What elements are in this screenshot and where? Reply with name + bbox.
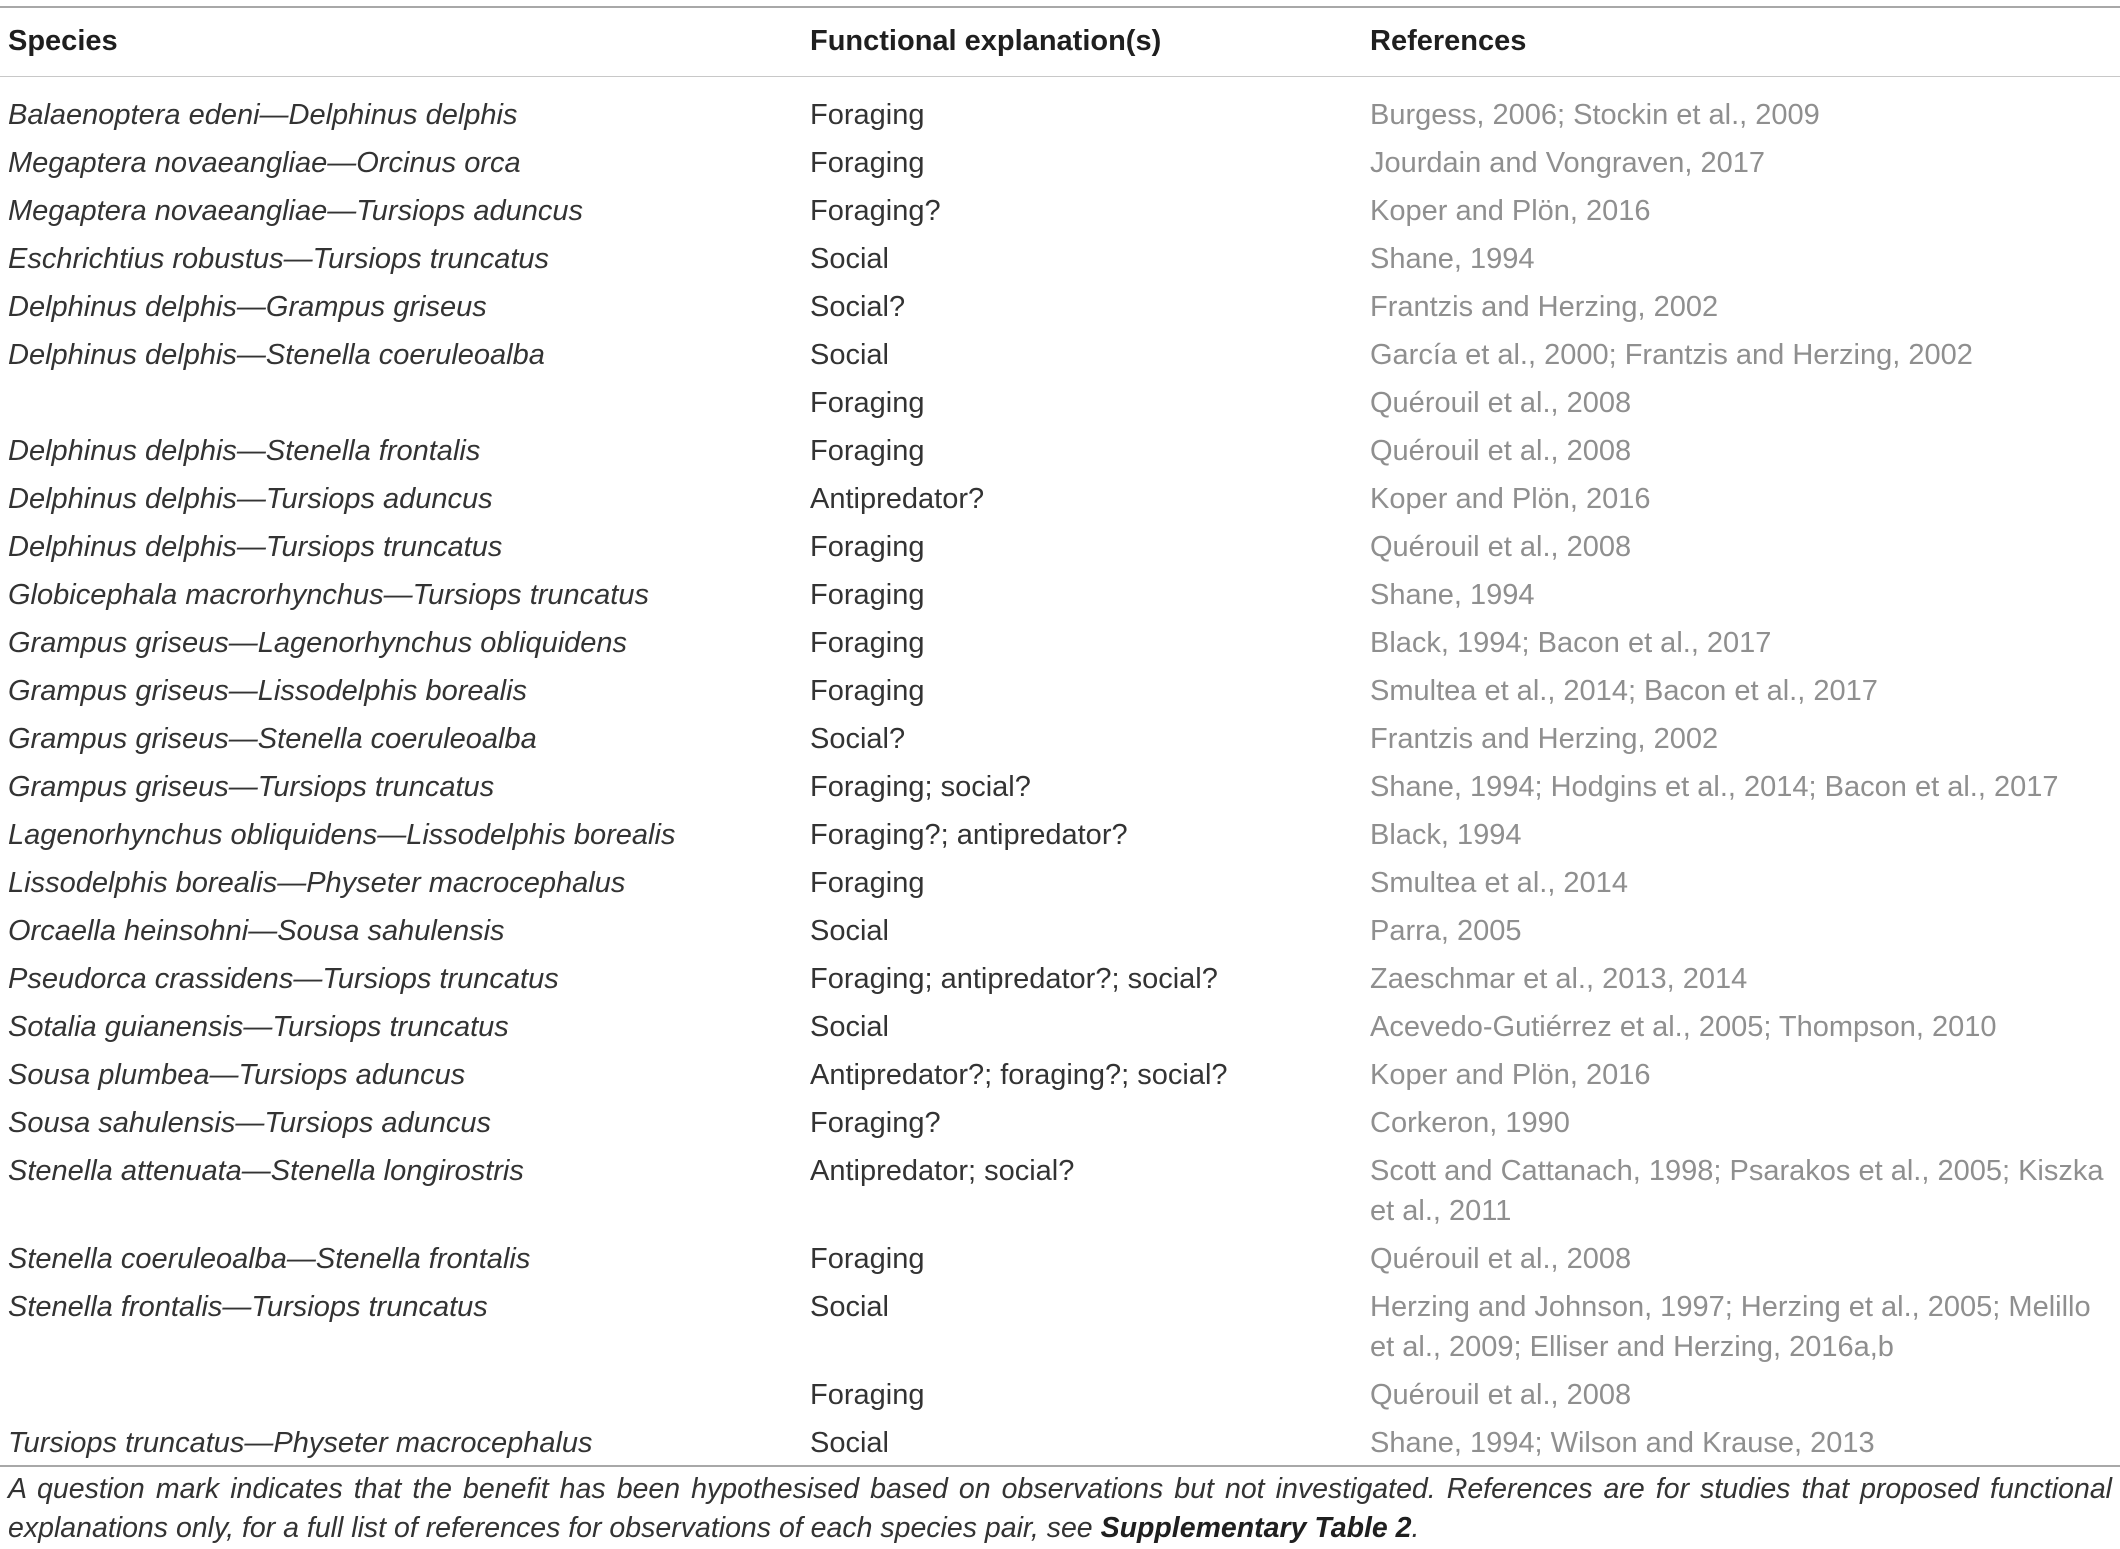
- references-cell: Smultea et al., 2014; Bacon et al., 2017: [1370, 675, 1878, 707]
- function-cell: Antipredator; social?: [810, 1155, 1075, 1187]
- species-cell: Orcaella heinsohni—Sousa sahulensis: [8, 915, 505, 947]
- species-cell: Sousa sahulensis—Tursiops aduncus: [8, 1107, 492, 1139]
- references-cell: Jourdain and Vongraven, 2017: [1370, 147, 1766, 179]
- references-cell: Scott and Cattanach, 1998; Psarakos et al., 2005; Kiszka et al., 2011: [1370, 1155, 2104, 1227]
- header-rule: [0, 76, 2120, 77]
- function-cell: Social: [810, 339, 889, 371]
- function-cell: Foraging: [810, 627, 925, 659]
- function-cell: Foraging; antipredator?; social?: [810, 963, 1218, 995]
- table-footnote: [8, 1470, 2112, 1548]
- species-cell: Delphinus delphis—Stenella coeruleoalba: [8, 339, 545, 371]
- species-cell: Globicephala macrorhynchus—Tursiops truncatus: [8, 579, 649, 611]
- references-cell: Frantzis and Herzing, 2002: [1370, 291, 1719, 323]
- function-cell: Foraging: [810, 147, 925, 179]
- function-cell: Antipredator?; foraging?; social?: [810, 1059, 1228, 1091]
- references-cell: Corkeron, 1990: [1370, 1107, 1570, 1139]
- references-cell: Smultea et al., 2014: [1370, 867, 1628, 899]
- references-cell: Quérouil et al., 2008: [1370, 387, 1632, 419]
- header-species: Species: [8, 25, 118, 57]
- references-cell: Shane, 1994; Hodgins et al., 2014; Bacon et al., 2017: [1370, 771, 2059, 803]
- function-cell: Foraging: [810, 579, 925, 611]
- references-cell: Quérouil et al., 2008: [1370, 435, 1632, 467]
- function-cell: Social: [810, 1427, 889, 1459]
- species-cell: Megaptera novaeangliae—Tursiops aduncus: [8, 195, 583, 227]
- function-cell: Foraging?; antipredator?: [810, 819, 1128, 851]
- function-cell: Social: [810, 243, 889, 275]
- species-cell: Balaenoptera edeni—Delphinus delphis: [8, 99, 518, 131]
- references-cell: Frantzis and Herzing, 2002: [1370, 723, 1719, 755]
- function-cell: Social: [810, 915, 889, 947]
- references-cell: Koper and Plön, 2016: [1370, 1059, 1651, 1091]
- species-cell: Sousa plumbea—Tursiops aduncus: [8, 1059, 466, 1091]
- references-cell: Koper and Plön, 2016: [1370, 483, 1651, 515]
- function-cell: Foraging: [810, 867, 925, 899]
- species-cell: Stenella frontalis—Tursiops truncatus: [8, 1291, 488, 1323]
- references-cell: Acevedo-Gutiérrez et al., 2005; Thompson, 2010: [1370, 1011, 1997, 1043]
- species-cell: Grampus griseus—Stenella coeruleoalba: [8, 723, 537, 755]
- references-cell: Black, 1994; Bacon et al., 2017: [1370, 627, 1772, 659]
- header-references: References: [1370, 25, 1527, 57]
- references-cell: Parra, 2005: [1370, 915, 1522, 947]
- function-cell: Foraging: [810, 531, 925, 563]
- species-cell: Grampus griseus—Tursiops truncatus: [8, 771, 495, 803]
- species-cell: Megaptera novaeangliae—Orcinus orca: [8, 147, 521, 179]
- function-cell: Foraging: [810, 675, 925, 707]
- references-cell: García et al., 2000; Frantzis and Herzing, 2002: [1370, 339, 1973, 371]
- footnote-end: .: [1411, 1512, 1420, 1544]
- function-cell: Foraging: [810, 387, 925, 419]
- species-cell: Lagenorhynchus obliquidens—Lissodelphis borealis: [8, 819, 676, 851]
- function-cell: Foraging: [810, 1379, 925, 1411]
- references-cell: Koper and Plön, 2016: [1370, 195, 1651, 227]
- species-cell: Delphinus delphis—Grampus griseus: [8, 291, 487, 323]
- species-cell: Pseudorca crassidens—Tursiops truncatus: [8, 963, 559, 995]
- references-cell: Black, 1994: [1370, 819, 1522, 851]
- species-cell: Stenella coeruleoalba—Stenella frontalis: [8, 1243, 531, 1275]
- top-rule: [0, 6, 2120, 8]
- species-cell: Delphinus delphis—Tursiops truncatus: [8, 531, 503, 563]
- function-cell: Foraging: [810, 1243, 925, 1275]
- references-cell: Quérouil et al., 2008: [1370, 1243, 1632, 1275]
- species-cell: Eschrichtius robustus—Tursiops truncatus: [8, 243, 550, 275]
- footnote-text: A question mark indicates that the benefit has been hypothesised based on observations but not investigated. References are for studies that proposed functional explanations only, for a full list of references for observations of each species pair, see: [8, 1473, 2112, 1544]
- references-cell: Quérouil et al., 2008: [1370, 1379, 1632, 1411]
- supplementary-table-link[interactable]: Supplementary Table 2: [1100, 1512, 1412, 1544]
- function-cell: Antipredator?: [810, 483, 985, 515]
- function-cell: Social: [810, 1291, 889, 1323]
- function-cell: Foraging?: [810, 195, 941, 227]
- function-cell: Social: [810, 1011, 889, 1043]
- function-cell: Social?: [810, 723, 906, 755]
- function-cell: Foraging; social?: [810, 771, 1031, 803]
- function-cell: Foraging?: [810, 1107, 941, 1139]
- header-function: Functional explanation(s): [810, 25, 1162, 57]
- species-cell: Lissodelphis borealis—Physeter macrocephalus: [8, 867, 626, 899]
- species-cell: Sotalia guianensis—Tursiops truncatus: [8, 1011, 509, 1043]
- references-cell: Zaeschmar et al., 2013, 2014: [1370, 963, 1748, 995]
- species-cell: Delphinus delphis—Stenella frontalis: [8, 435, 481, 467]
- references-cell: Shane, 1994: [1370, 243, 1535, 275]
- species-cell: Delphinus delphis—Tursiops aduncus: [8, 483, 493, 515]
- references-cell: Burgess, 2006; Stockin et al., 2009: [1370, 99, 1820, 131]
- function-cell: Social?: [810, 291, 906, 323]
- species-cell: Stenella attenuata—Stenella longirostris: [8, 1155, 524, 1187]
- species-cell: Grampus griseus—Lissodelphis borealis: [8, 675, 528, 707]
- references-cell: Herzing and Johnson, 1997; Herzing et al., 2005; Melillo et al., 2009; Elliser and Herzing, 2016a,b: [1370, 1291, 2091, 1363]
- references-cell: Quérouil et al., 2008: [1370, 531, 1632, 563]
- species-cell: Grampus griseus—Lagenorhynchus obliquidens: [8, 627, 628, 659]
- references-cell: Shane, 1994; Wilson and Krause, 2013: [1370, 1427, 1875, 1459]
- function-cell: Foraging: [810, 435, 925, 467]
- references-cell: Shane, 1994: [1370, 579, 1535, 611]
- bottom-rule: [0, 1465, 2120, 1467]
- function-cell: Foraging: [810, 99, 925, 131]
- species-cell: Tursiops truncatus—Physeter macrocephalus: [8, 1427, 593, 1459]
